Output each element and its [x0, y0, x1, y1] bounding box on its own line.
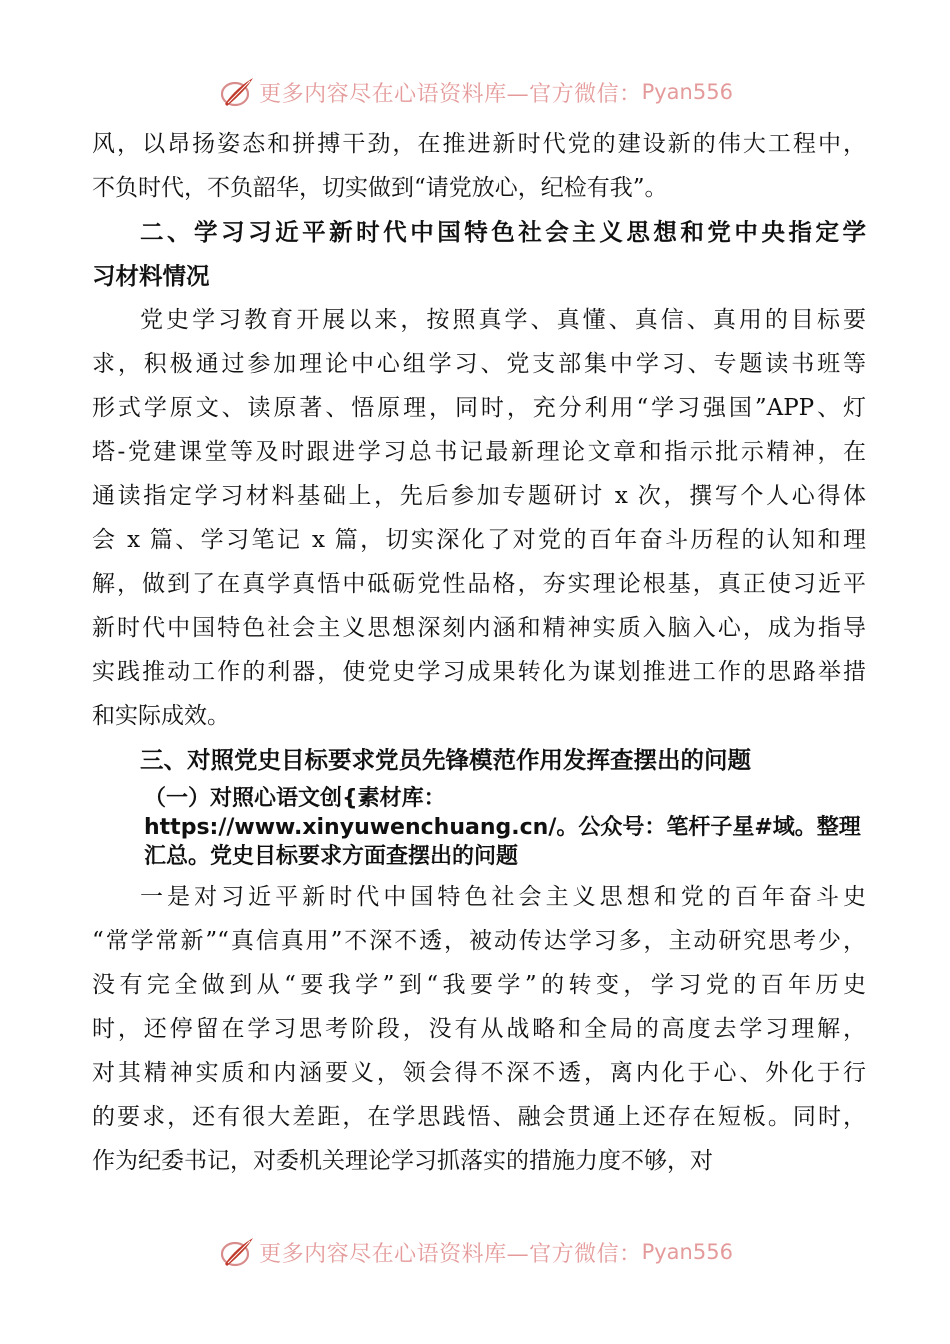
watermark-text: 更多内容尽在心语资料库—官方微信：: [259, 81, 642, 107]
body-line: 实践推动工作的利器，使党史学习成果转化为谋划推进工作的思路举措: [92, 659, 866, 685]
section-heading: 二、学习习近平新时代中国特色社会主义思想和党中央指定学: [140, 218, 866, 246]
feather-leaf-logo-icon: [217, 74, 257, 110]
body-line: 对其精神实质和内涵要义，领会得不深不透，离内化于心、外化于行: [92, 1060, 866, 1086]
body-line: 通读指定学习材料基础上，先后参加专题研讨 x 次，撰写个人心得体: [92, 483, 866, 509]
body-line: 一是对习近平新时代中国特色社会主义思想和党的百年奋斗史: [140, 884, 866, 910]
body-line: 解，做到了在真学真悟中砥砺党性品格，夯实理论根基，真正使习近平: [92, 571, 866, 597]
body-line: 形式学原文、读原著、悟原理，同时，充分利用“学习强国”APP、灯: [92, 395, 866, 421]
body-line: 新时代中国特色社会主义思想深刻内涵和精神实质入脑入心，成为指导: [92, 615, 866, 641]
footer-watermark-banner: [0, 1230, 950, 1274]
body-line: 党史学习教育开展以来，按照真学、真懂、真信、真用的目标要: [140, 307, 866, 333]
body-line: 没有完全做到从“要我学”到“我要学”的转变，学习党的百年历史: [92, 972, 866, 998]
body-line: “常学常新”“真信真用”不深不透，被动传达学习多，主动研究思考少，: [92, 928, 866, 954]
section-heading-continued: 习材料情况: [92, 262, 210, 290]
body-line: 会 x 篇、学习笔记 x 篇，切实深化了对党的百年奋斗历程的认知和理: [92, 527, 866, 553]
document-body: [92, 122, 866, 1183]
body-line: 时，还停留在学习思考阶段，没有从战略和全局的高度去学习理解，: [92, 1016, 866, 1042]
body-line: 的要求，还有很大差距，在学思践悟、融会贯通上还存在短板。同时，: [92, 1104, 866, 1130]
watermark-text: 更多内容尽在心语资料库—官方微信：: [259, 1241, 642, 1267]
body-line: 不负时代，不负韶华，切实做到“请党放心，纪检有我”。: [92, 175, 668, 201]
body-line: 塔-党建课堂等及时跟进学习总书记最新理论文章和指示批示精神，在: [92, 439, 866, 465]
body-line: 和实际成效。: [92, 703, 230, 729]
header-watermark-banner: [0, 70, 950, 114]
body-line: 风，以昂扬姿态和拼搏干劲，在推进新时代党的建设新的伟大工程中，: [92, 131, 866, 157]
watermark-wechat-id: Pyan556: [641, 1240, 733, 1264]
body-line: 作为纪委书记，对委机关理论学习抓落实的措施力度不够，对: [92, 1148, 713, 1174]
body-line: 求，积极通过参加理论中心组学习、党支部集中学习、专题读书班等: [92, 351, 866, 377]
watermark-wechat-id: Pyan556: [641, 80, 733, 104]
section-heading: 三、对照党史目标要求党员先锋模范作用发挥查摆出的问题: [140, 746, 751, 774]
subsection-heading: （一）对照心语文创{素材库：https://www.xinyuwenchuang.cn/。公众号：笔杆子星#域。整理汇总。党史目标要求方面查摆出的问题: [144, 786, 861, 869]
feather-leaf-logo-icon: [217, 1234, 257, 1270]
